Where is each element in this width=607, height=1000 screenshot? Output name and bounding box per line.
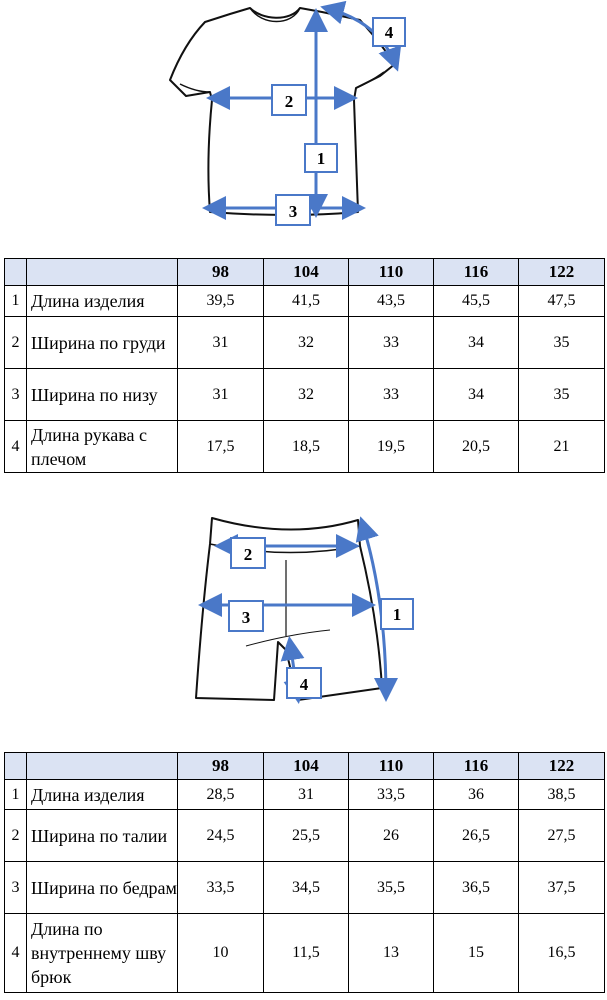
row-number: 1 — [5, 286, 27, 317]
measurement-value: 38,5 — [519, 780, 605, 810]
measurement-value: 20,5 — [434, 421, 519, 473]
shorts-size-table — [4, 752, 605, 993]
measurement-value: 11,5 — [264, 914, 349, 993]
table-row — [5, 914, 605, 993]
measurement-value: 31 — [178, 317, 264, 369]
measurement-value: 31 — [178, 369, 264, 421]
size-header: 116 — [434, 753, 519, 780]
table-row — [5, 369, 605, 421]
measurement-name: Длина изделия — [27, 780, 178, 810]
measurement-name: Ширина по груди — [27, 317, 178, 369]
size-header: 110 — [349, 753, 434, 780]
measurement-value: 18,5 — [264, 421, 349, 473]
tee-marker-2 — [272, 85, 306, 115]
table-header-row — [5, 753, 605, 780]
row-number: 3 — [5, 369, 27, 421]
measurement-name: Длина изделия — [27, 286, 178, 317]
svg-text:1: 1 — [392, 605, 402, 624]
measurement-value: 36 — [434, 780, 519, 810]
size-header: 122 — [519, 259, 605, 286]
measurement-value: 15 — [434, 914, 519, 993]
shorts-diagram — [0, 510, 607, 715]
measurement-value: 34 — [434, 369, 519, 421]
table-row — [5, 780, 605, 810]
measurement-value: 25,5 — [264, 810, 349, 862]
measurement-value: 47,5 — [519, 286, 605, 317]
size-header: 110 — [349, 259, 434, 286]
table-row — [5, 810, 605, 862]
svg-text:2: 2 — [284, 92, 294, 111]
measurement-value: 17,5 — [178, 421, 264, 473]
measurement-value: 31 — [264, 780, 349, 810]
table-row — [5, 317, 605, 369]
size-header: 116 — [434, 259, 519, 286]
measurement-value: 24,5 — [178, 810, 264, 862]
measurement-value: 26 — [349, 810, 434, 862]
svg-text:1: 1 — [316, 149, 326, 168]
row-number: 4 — [5, 421, 27, 473]
measurement-value: 13 — [349, 914, 434, 993]
size-header: 122 — [519, 753, 605, 780]
measurement-value: 33,5 — [349, 780, 434, 810]
shorts-marker-3 — [229, 601, 263, 631]
measurement-value: 21 — [519, 421, 605, 473]
tee-marker-4 — [373, 18, 405, 46]
measurement-value: 19,5 — [349, 421, 434, 473]
measurement-value: 34 — [434, 317, 519, 369]
shorts-marker-1 — [381, 599, 413, 629]
header-blank-cell — [27, 753, 178, 780]
measurement-value: 39,5 — [178, 286, 264, 317]
size-header: 104 — [264, 753, 349, 780]
measurement-value: 28,5 — [178, 780, 264, 810]
measurement-value: 33 — [349, 369, 434, 421]
tshirt-size-table — [4, 258, 605, 473]
measurement-value: 37,5 — [519, 862, 605, 914]
tee-marker-1 — [305, 144, 337, 172]
measurement-value: 35,5 — [349, 862, 434, 914]
table-row — [5, 286, 605, 317]
table-row — [5, 862, 605, 914]
header-blank-cell — [27, 259, 178, 286]
svg-text:4: 4 — [299, 675, 309, 694]
row-number: 2 — [5, 810, 27, 862]
measurement-name: Длина по внутреннему шву брюк — [27, 914, 178, 993]
row-number: 1 — [5, 780, 27, 810]
size-header: 98 — [178, 259, 264, 286]
measurement-value: 35 — [519, 317, 605, 369]
svg-text:3: 3 — [288, 202, 298, 221]
table-row — [5, 421, 605, 473]
measurement-name: Ширина по бедрам — [27, 862, 178, 914]
measurement-value: 33 — [349, 317, 434, 369]
size-header: 104 — [264, 259, 349, 286]
header-blank-cell — [5, 753, 27, 780]
svg-text:3: 3 — [241, 608, 251, 627]
measurement-value: 26,5 — [434, 810, 519, 862]
measurement-name: Длина рукава с плечом — [27, 421, 178, 473]
measurement-value: 36,5 — [434, 862, 519, 914]
measurement-value: 34,5 — [264, 862, 349, 914]
header-blank-cell — [5, 259, 27, 286]
svg-text:4: 4 — [384, 23, 394, 42]
measurement-value: 33,5 — [178, 862, 264, 914]
table-header-row — [5, 259, 605, 286]
size-header: 98 — [178, 753, 264, 780]
row-number: 4 — [5, 914, 27, 993]
shorts-marker-4 — [287, 668, 321, 698]
measurement-value: 27,5 — [519, 810, 605, 862]
measurement-value: 45,5 — [434, 286, 519, 317]
measurement-value: 32 — [264, 369, 349, 421]
measurement-name: Ширина по талии — [27, 810, 178, 862]
tee-marker-3 — [276, 195, 310, 225]
measurement-value: 10 — [178, 914, 264, 993]
svg-text:2: 2 — [243, 545, 253, 564]
measurement-value: 32 — [264, 317, 349, 369]
measurement-value: 41,5 — [264, 286, 349, 317]
measurement-name: Ширина по низу — [27, 369, 178, 421]
measurement-value: 43,5 — [349, 286, 434, 317]
tshirt-diagram — [0, 0, 607, 235]
measurement-value: 16,5 — [519, 914, 605, 993]
row-number: 3 — [5, 862, 27, 914]
shorts-marker-2 — [231, 538, 265, 568]
row-number: 2 — [5, 317, 27, 369]
measurement-value: 35 — [519, 369, 605, 421]
